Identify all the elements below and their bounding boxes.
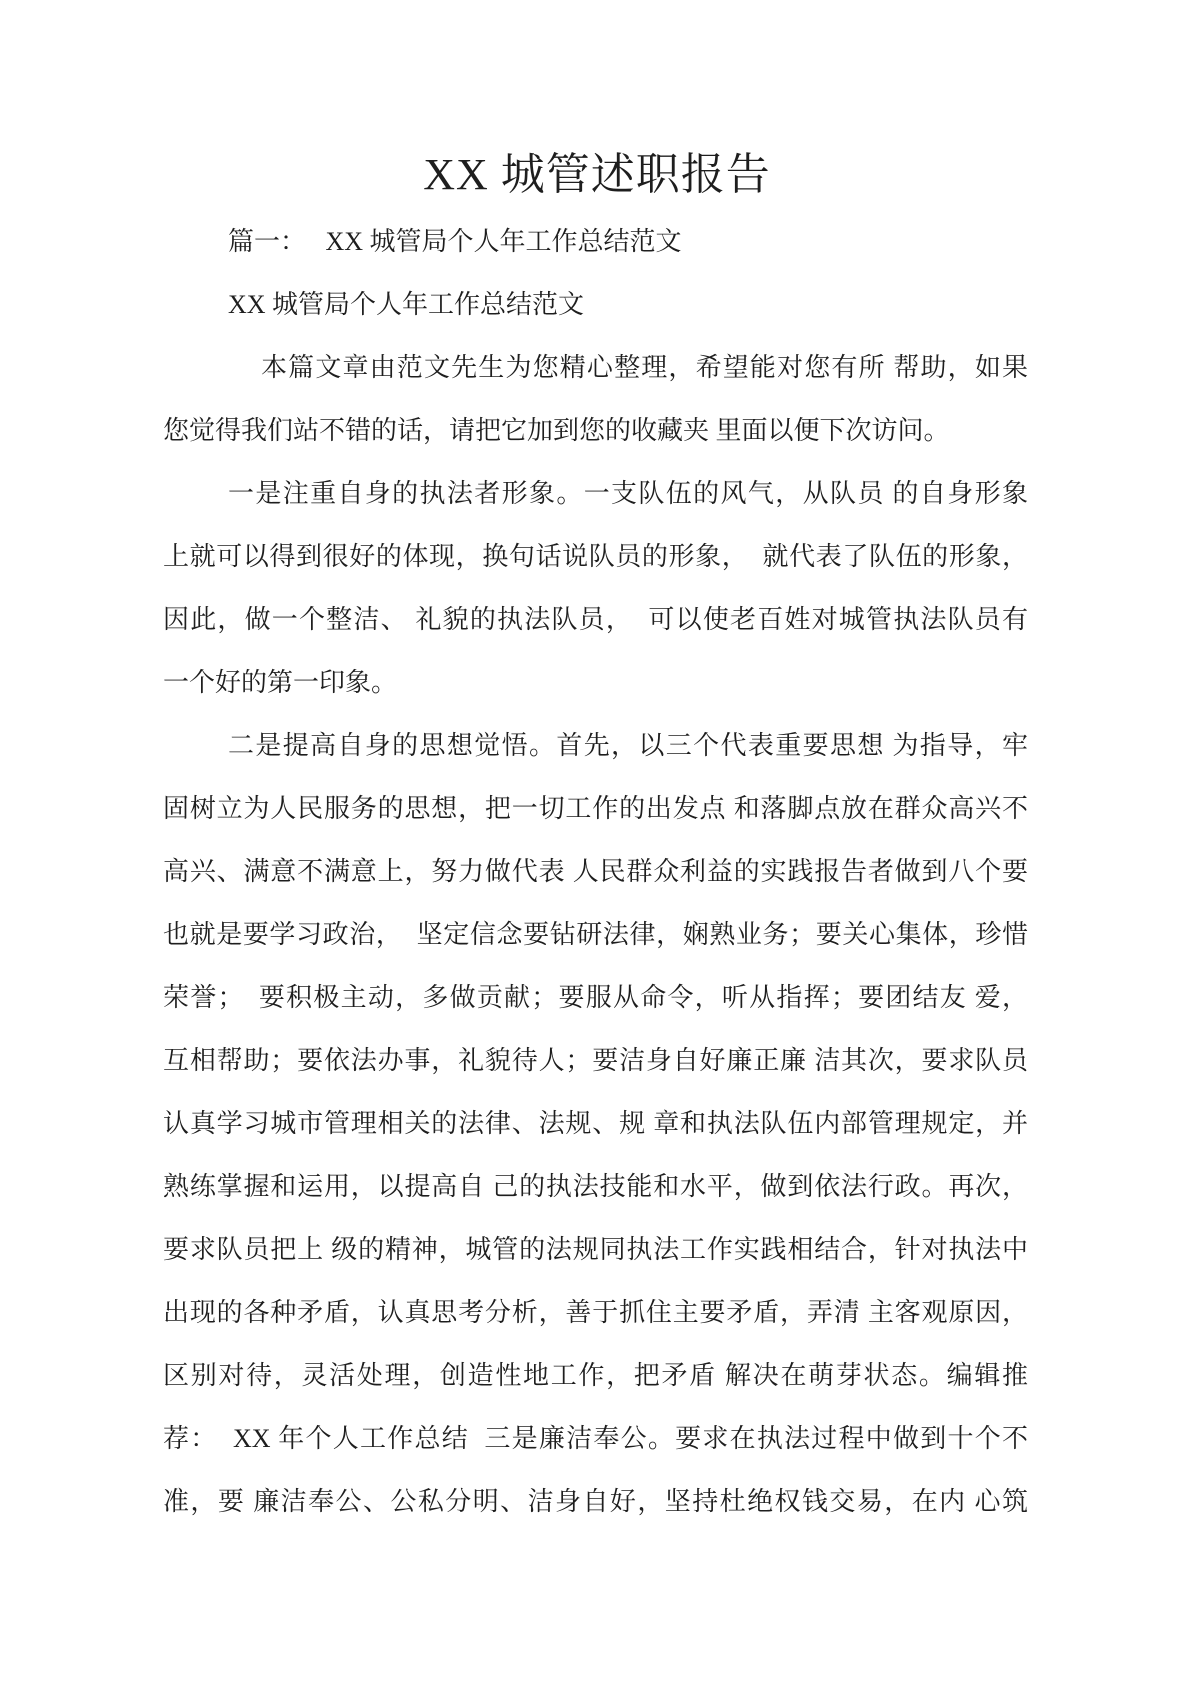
document-line: 也就是要学习政治， 坚定信念要钻研法律，娴熟业务；要关心集体，珍惜 xyxy=(163,920,1028,949)
document-line: 准，要 廉洁奉公、公私分明、洁身自好，坚持杜绝权钱交易，在内 心筑 xyxy=(163,1487,1028,1516)
document-line: 篇一： XX 城管局个人年工作总结范文 xyxy=(228,227,682,256)
document-line: 上就可以得到很好的体现，换句话说队员的形象， 就代表了队伍的形象， xyxy=(163,542,1028,571)
document-line: 荣誉； 要积极主动，多做贡献；要服从命令，听从指挥；要团结友 爱， xyxy=(163,983,1028,1012)
document-line: 熟练掌握和运用，以提高自 己的执法技能和水平，做到依法行政。再次， xyxy=(163,1172,1028,1201)
document-line: 出现的各种矛盾，认真思考分析，善于抓住主要矛盾，弄清 主客观原因， xyxy=(163,1298,1028,1327)
document-line: 要求队员把上 级的精神，城管的法规同执法工作实践相结合，针对执法中 xyxy=(163,1235,1028,1264)
document-line: 因此，做一个整洁、 礼貌的执法队员， 可以使老百姓对城管执法队员有 xyxy=(163,605,1028,634)
document-line: 互相帮助；要依法办事，礼貌待人；要洁身自好廉正廉 洁其次，要求队员 xyxy=(163,1046,1028,1075)
document-title: XX 城管述职报告 xyxy=(423,150,771,199)
document-line: 区别对待，灵活处理，创造性地工作，把矛盾 解决在萌芽状态。编辑推 xyxy=(163,1361,1028,1390)
document-line: XX 城管局个人年工作总结范文 xyxy=(228,290,585,319)
document-line: 固树立为人民服务的思想，把一切工作的出发点 和落脚点放在群众高兴不 xyxy=(163,794,1028,823)
document-line: 一是注重自身的执法者形象。一支队伍的风气，从队员 的自身形象 xyxy=(228,479,1028,508)
document-line: 二是提高自身的思想觉悟。首先，以三个代表重要思想 为指导，牢 xyxy=(228,731,1028,760)
document-body xyxy=(0,210,1194,1533)
document-line: 本篇文章由范文先生为您精心整理，希望能对您有所 帮助，如果 xyxy=(261,353,1028,382)
document-line: 荐： XX 年个人工作总结 三是廉洁奉公。要求在执法过程中做到十个不 xyxy=(163,1424,1028,1453)
document-line: 认真学习城市管理相关的法律、法规、规 章和执法队伍内部管理规定，并 xyxy=(163,1109,1028,1138)
document-line: 您觉得我们站不错的话，请把它加到您的收藏夹 里面以便下次访问。 xyxy=(163,416,950,445)
document-line: 高兴、满意不满意上，努力做代表 人民群众利益的实践报告者做到八个要 xyxy=(163,857,1028,886)
document-line: 一个好的第一印象。 xyxy=(163,668,398,697)
